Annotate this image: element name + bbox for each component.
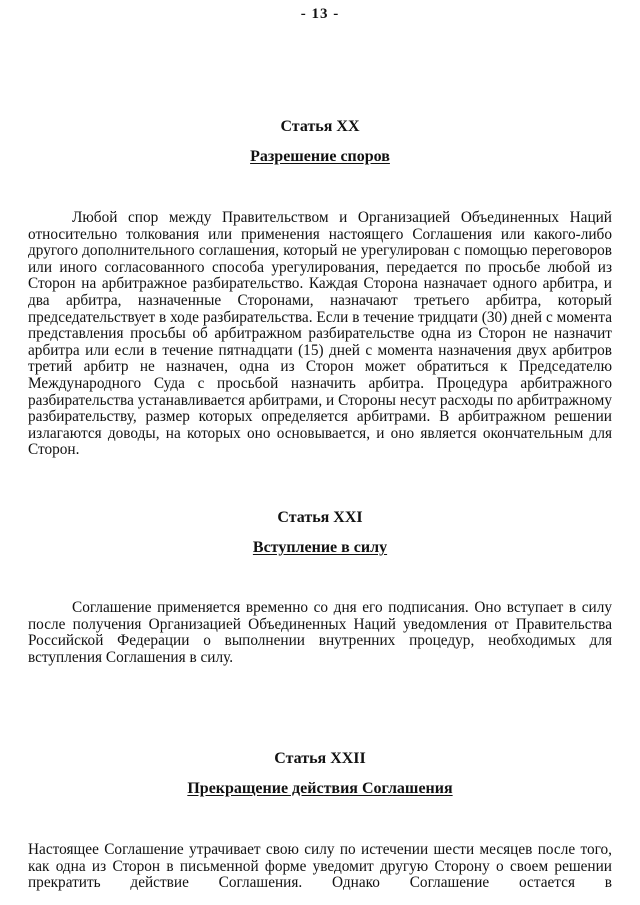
article-20-title: Статья XX (280, 118, 360, 135)
article-22-title: Статья XXII (274, 750, 366, 767)
article-21-title: Статья XXI (277, 509, 363, 526)
article-21-subtitle: Вступление в силу (252, 539, 388, 556)
article-22-subtitle: Прекращение действия Соглашения (187, 780, 453, 797)
article-22-text: Настоящее Соглашение утрачивает свою силу по истечении шести месяцев после того, как одна из Сторон в письменной форме уведомит другую Сторону о своем решении прекратить действие Соглашения. Однако Соглашение остается в (28, 841, 612, 892)
article-20-text: Любой спор между Правительством и Организацией Объединенных Наций относительно толкования или применения настоящего Соглашения или какого-либо другого дополнительного соглашения, который не урегулирован с помощью переговоров или иного согласованного способа урегулирования, передается по просьбе любой из Сторон на арбитражное разбирательство. Каждая Сторона назначает одного арбитра, и два арбитра, назначенные Сторонами, назначают третьего арбитра, который председательствует в ходе разбирательства. Если в течение тридцати (30) дней с момента представления просьбы об арбитражном разбирательстве одна из Сторон не назначит арбитра или если в течение пятнадцати (15) дней с момента назначения двух арбитров третий арбитр не назначен, одна из Сторон может обратиться к Председателю Международного Суда с просьбой назначить арбитра. Процедура арбитражного разбирательства устанавливается арбитрами, и Стороны несут расходы по арбитражному разбирательству, размер которых определяется арбитрами. В арбитражном решении излагаются доводы, на которых оно основывается, и оно является окончательным для Сторон. (28, 209, 612, 459)
page-number: - 13 - (300, 6, 340, 22)
article-20-subtitle: Разрешение споров (250, 148, 390, 165)
article-21-text: Соглашение применяется временно со дня его подписания. Оно вступает в силу после получения Организацией Объединенных Наций уведомления от Правительства Российской Федерации о выполнении внутренних процедур, необходимых для вступления Соглашения в силу. (28, 599, 612, 666)
